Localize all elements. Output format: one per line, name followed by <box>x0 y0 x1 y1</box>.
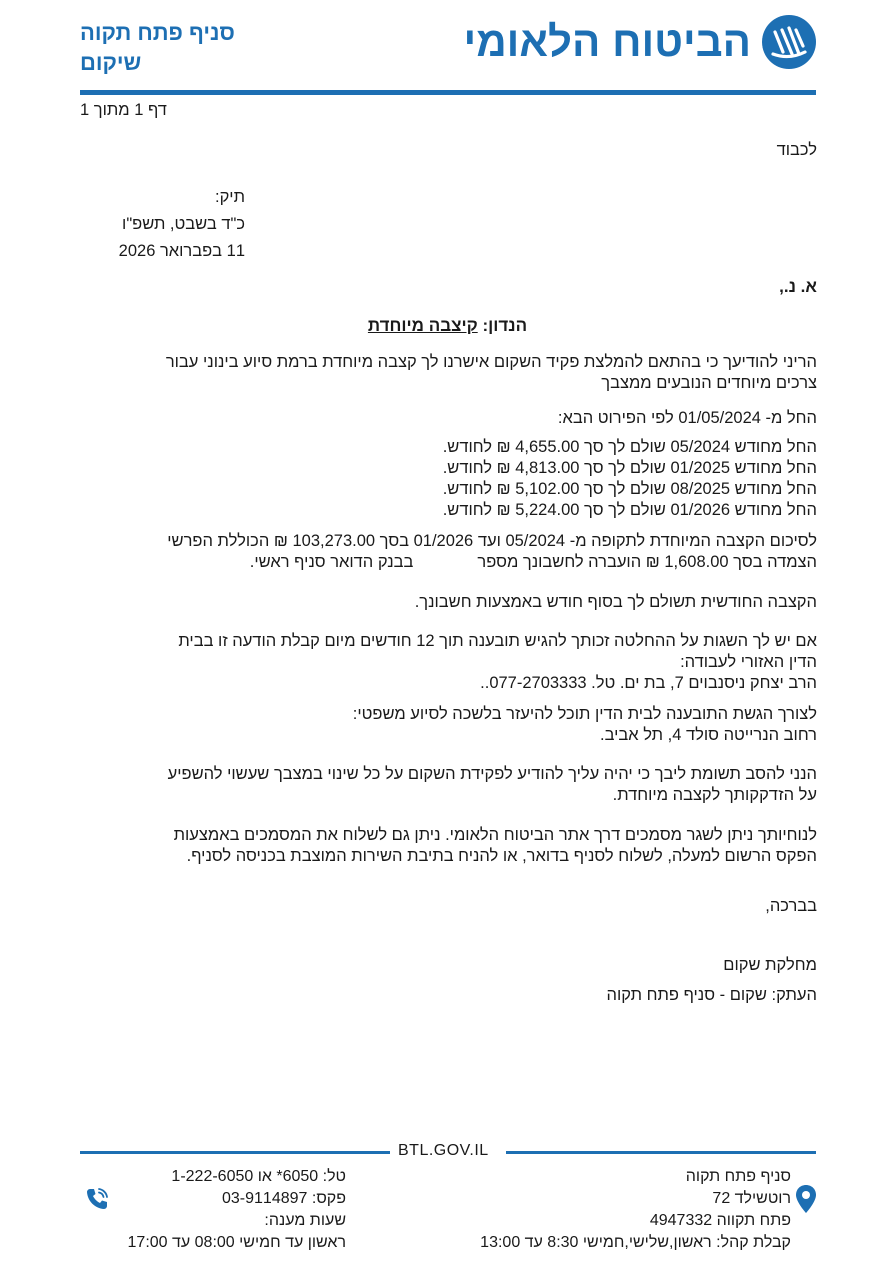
intro-line: צרכים מיוחדים הנובעים ממצבך <box>601 374 817 392</box>
footer-fax: פקס: 03-9114897 <box>222 1190 346 1207</box>
recipient-salutation: א. נ., <box>779 277 817 296</box>
legal-aid-line: לצורך הגשת התובענה לבית הדין תוכל להיעזר בלשכה לסיוע משפטי: <box>352 705 817 723</box>
payments-list <box>79 437 817 521</box>
copy-line: העתק: שקום - סניף פתח תקוה <box>606 986 817 1004</box>
legal-aid-address: רחוב הנרייטה סולד 4, תל אביב. <box>600 726 817 744</box>
payment-item: החל מחודש 01/2025 שולם לך סך 4,813.00 ₪ לחודש. <box>442 459 817 477</box>
monthly-note: הקצבה החודשית תשולם לך בסוף חודש באמצעות חשבונך. <box>414 593 817 611</box>
summary-line: הצמדה בסך 1,608.00 ₪ הועברה לחשבונך מספרבבנק הדואר סניף ראשי. <box>249 553 817 571</box>
payment-item: החל מחודש 05/2024 שולם לך סך 4,655.00 ₪ לחודש. <box>442 438 817 456</box>
footer-divider-right <box>506 1151 816 1154</box>
footer-branch-name: סניף פתח תקוה <box>685 1168 791 1185</box>
btl-logo <box>464 12 817 72</box>
branch-header <box>80 18 280 78</box>
footer-street: רוטשילד 72 <box>712 1190 791 1207</box>
subject-line <box>0 316 895 336</box>
start-line: החל מ- 01/05/2024 לפי הפירוט הבא: <box>557 409 817 427</box>
hebrew-date: כ"ד בשבט, תשפ"ו <box>122 215 245 233</box>
footer-hours-label: שעות מענה: <box>264 1212 346 1229</box>
btl-emblem-icon <box>761 14 817 70</box>
contact-info <box>96 1166 346 1254</box>
subject-prefix: הנדון: <box>482 316 528 335</box>
payment-item: החל מחודש 08/2025 שולם לך סך 5,102.00 ₪ לחודש. <box>442 480 817 498</box>
appeal-line: הדין האזורי לעבודה: <box>680 653 817 671</box>
footer-divider-left <box>80 1151 390 1154</box>
notice-paragraph <box>79 764 817 806</box>
legal-aid-paragraph <box>79 704 817 746</box>
appeal-line: אם יש לך השגות על ההחלטה זכותך להגיש תובענה תוך 12 חודשים מיום קבלת הודעה זו בבית <box>178 632 817 650</box>
department-name: שיקום <box>80 50 142 75</box>
notice-line: על הזדקקותך לקצבה מיוחדת. <box>612 786 817 804</box>
intro-paragraph <box>79 352 817 394</box>
notice-line: הנני להסב תשומת ליבך כי יהיה עליך להודיע לפקידת השקום על כל שינוי במצבך שעשוי להשפיע <box>167 765 817 783</box>
subject-text: קיצבה מיוחדת <box>367 316 478 335</box>
phone-icon <box>84 1186 110 1212</box>
branch-name: סניף פתח תקוה <box>80 20 235 45</box>
gregorian-date: 11 בפברואר 2026 <box>118 242 245 260</box>
intro-line: הריני להודיעך כי בהתאם להמלצת פקיד השקום אישרנו לך קצבה מיוחדת ברמת סיוע בינוני עבור <box>165 353 817 371</box>
summary-line: לסיכום הקצבה המיוחדת לתקופה מ- 05/2024 ועד 01/2026 בסך 103,273.00 ₪ הכוללת הפרשי <box>167 532 817 550</box>
logo-text: הביטוח הלאומי <box>463 18 751 65</box>
footer-phone[interactable]: טל: 6050* או 1-222-6050 <box>171 1168 346 1185</box>
file-label: תיק: <box>214 188 245 206</box>
header-divider <box>80 90 816 95</box>
closing: בברכה, <box>765 897 817 915</box>
letter-meta <box>100 184 245 265</box>
location-pin-icon <box>795 1184 817 1214</box>
documents-paragraph <box>79 825 817 867</box>
footer-reception-hours: קבלת קהל: ראשון,שלישי,חמישי 8:30 עד 13:00 <box>480 1234 791 1251</box>
addressee-label: לכבוד <box>776 141 817 159</box>
footer-hours: ראשון עד חמישי 08:00 עד 17:00 <box>127 1234 346 1251</box>
footer-city: פתח תקווה 4947332 <box>649 1212 791 1229</box>
payment-item: החל מחודש 01/2026 שולם לך סך 5,224.00 ₪ לחודש. <box>442 501 817 519</box>
appeal-paragraph <box>79 631 817 694</box>
appeal-address: הרב יצחק ניסנבוים 7, בת ים. טל. 077-2703333.. <box>480 674 817 692</box>
signature: מחלקת שקום <box>723 956 817 974</box>
documents-line: הפקס הרשום למעלה, לשלוח לסניף בדואר, או להניח בתיבת השירות המוצבת בכניסה לסניף. <box>186 847 817 865</box>
summary-paragraph <box>79 531 817 573</box>
documents-line: לנוחיותך ניתן לשגר מסמכים דרך אתר הביטוח הלאומי. ניתן גם לשלוח את המסמכים באמצעות <box>173 826 817 844</box>
branch-address <box>480 1166 791 1254</box>
website-link[interactable]: BTL.GOV.IL <box>398 1142 489 1159</box>
page-number: דף 1 מתוך 1 <box>80 101 167 119</box>
